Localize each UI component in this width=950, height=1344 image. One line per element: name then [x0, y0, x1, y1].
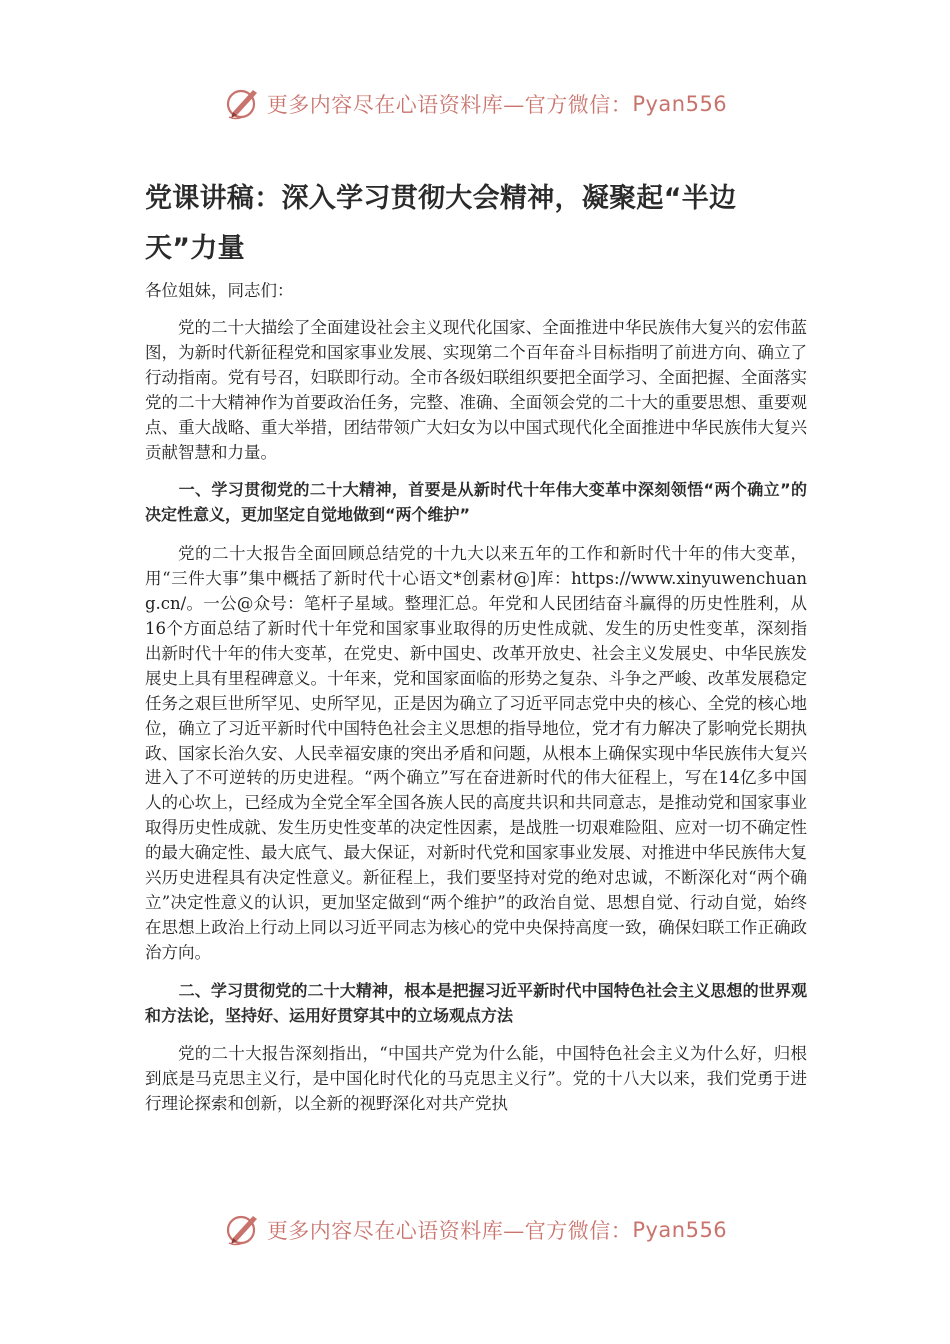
- greeting: 各位姐妹，同志们：: [145, 281, 294, 300]
- section-2-heading: 二、学习贯彻党的二十大精神，根本是把握习近平新时代中国特色社会主义思想的世界观和方法论，坚持好、运用好贯穿其中的立场观点方法: [145, 980, 807, 1025]
- document-title: 党课讲稿：深入学习贯彻大会精神，凝聚起“半边天”力量: [145, 183, 737, 264]
- watermark-wechat-id: Pyan556: [632, 1218, 728, 1242]
- document-body: [145, 174, 807, 1130]
- watermark-wechat-id: Pyan556: [632, 92, 728, 116]
- watermark-text: 更多内容尽在心语资料库—官方微信：: [266, 93, 633, 117]
- watermark-banner-top: [0, 82, 950, 126]
- pen-writing-icon: [223, 84, 263, 124]
- section-1-heading: 一、学习贯彻党的二十大精神，首要是从新时代十年伟大变革中深刻领悟“两个确立”的决定性意义，更加坚定自觉地做到“两个维护”: [145, 480, 807, 525]
- pen-writing-icon: [223, 1210, 263, 1250]
- section-2-paragraph: 党的二十大报告深刻指出，“中国共产党为什么能，中国特色社会主义为什么好，归根到底是马克思主义行，是中国化时代化的马克思主义行”。党的十八大以来，我们党勇于进行理论探索和创新，以全新的视野深化对共产党执: [145, 1044, 807, 1114]
- intro-paragraph: 党的二十大描绘了全面建设社会主义现代化国家、全面推进中华民族伟大复兴的宏伟蓝图，为新时代新征程党和国家事业发展、实现第二个百年奋斗目标指明了前进方向、确立了行动指南。党有号召，妇联即行动。全市各级妇联组织要把全面学习、全面把握、全面落实党的二十大精神作为首要政治任务，完整、准确、全面领会党的二十大的重要思想、重要观点、重大战略、重大举措，团结带领广大妇女为以中国式现代化全面推进中华民族伟大复兴贡献智慧和力量。: [145, 318, 807, 462]
- watermark-banner-bottom: [0, 1208, 950, 1252]
- section-1-paragraph: 党的二十大报告全面回顾总结党的十九大以来五年的工作和新时代十年的伟大变革，用“三件大事”集中概括了新时代十心语文*创素材@]库：https://www.xinyuwenchuang.cn/。一公@众号：笔杆子星域。整理汇总。年党和人民团结奋斗赢得的历史性胜利，从16个方面总结了新时代十年党和国家事业取得的历史性成就、发生的历史性变革，深刻指出新时代十年的伟大变革，在党史、新中国史、改革开放史、社会主义发展史、中华民族发展史上具有里程碑意义。十年来，党和国家面临的形势之复杂、斗争之严峻、改革发展稳定任务之艰巨世所罕见、史所罕见，正是因为确立了习近平同志党中央的核心、全党的核心地位，确立了习近平新时代中国特色社会主义思想的指导地位，党才有力解决了影响党长期执政、国家长治久安、人民幸福安康的突出矛盾和问题，从根本上确保实现中华民族伟大复兴进入了不可逆转的历史进程。“两个确立”写在奋进新时代的伟大征程上，写在14亿多中国人的心坎上，已经成为全党全军全国各族人民的高度共识和共同意志，是推动党和国家事业取得历史性成就、发生历史性变革的决定性因素，是战胜一切艰难险阻、应对一切不确定性的最大确定性、最大底气、最大保证，对新时代党和国家事业发展、对推进中华民族伟大复兴历史进程具有决定性意义。新征程上，我们要坚持对党的绝对忠诚，不断深化对“两个确立”决定性意义的认识，更加坚定做到“两个维护”的政治自觉、思想自觉、行动自觉，始终在思想上政治上行动上同以习近平同志为核心的党中央保持高度一致，确保妇联工作正确政治方向。: [145, 544, 807, 962]
- watermark-text: 更多内容尽在心语资料库—官方微信：: [266, 1219, 633, 1243]
